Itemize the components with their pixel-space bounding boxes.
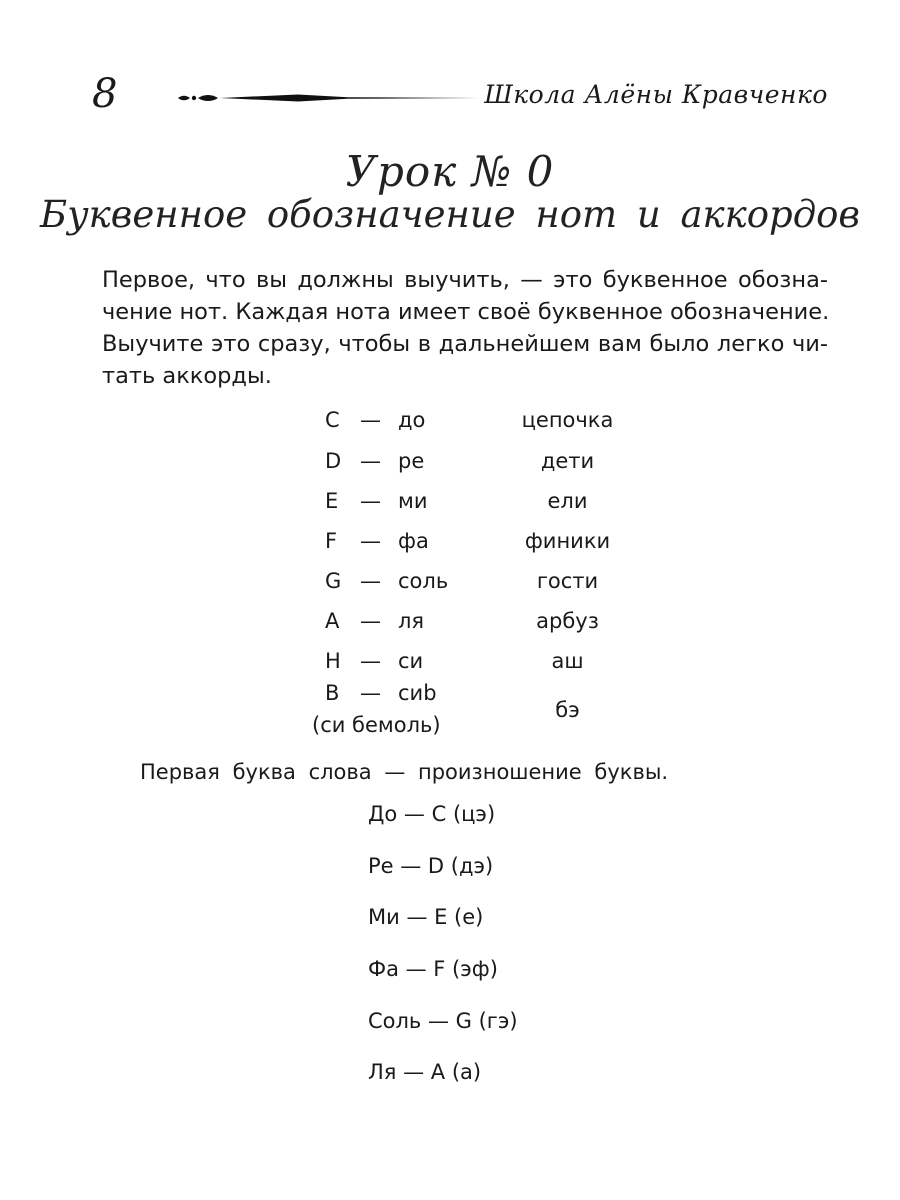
page-number: 8 [92, 71, 118, 117]
pronunciation-item: Соль — G (гэ) [368, 1009, 518, 1033]
note-name: ля [398, 609, 425, 633]
dash: — [360, 408, 381, 432]
intro-line: Первое, что вы должны выучить, — это буквенное обозна- [102, 267, 828, 293]
decorative-rule-ornament [178, 88, 480, 108]
note-letter: G [325, 569, 342, 593]
note-name: ми [398, 489, 428, 513]
note-letter: B [325, 681, 340, 705]
notes-row [0, 681, 900, 743]
running-title: Школа Алёны Кравченко [484, 80, 828, 109]
note-mnemonic: арбуз [536, 609, 599, 633]
dash: — [360, 449, 381, 473]
dash: — [360, 649, 381, 673]
note-letter: H [325, 649, 341, 673]
note-mnemonic: бэ [555, 698, 580, 722]
note-mnemonic: финики [524, 529, 611, 553]
lesson-title: Урок № 0 [345, 147, 555, 196]
pronunciation-item: Ре — D (дэ) [368, 854, 494, 878]
pronunciation-item: Фа — F (эф) [368, 957, 498, 981]
section-caption: Первая буква слова — произношение буквы. [140, 760, 669, 784]
lesson-subtitle: Буквенное обозначение нот и аккордов [40, 193, 860, 236]
dash: — [360, 609, 381, 633]
note-letter: A [325, 609, 340, 633]
notes-row [0, 529, 900, 569]
note-letter: D [325, 449, 342, 473]
notes-row [0, 609, 900, 649]
notes-row [0, 489, 900, 529]
intro-paragraph [102, 264, 828, 392]
pronunciation-item: Ля — A (а) [368, 1060, 482, 1084]
notes-row [0, 569, 900, 609]
dash: — [360, 529, 381, 553]
note-mnemonic: дети [540, 449, 595, 473]
intro-line: чение нот. Каждая нота имеет своё буквенное обозначение. [102, 299, 830, 325]
note-mnemonic: гости [536, 569, 599, 593]
dash: — [360, 569, 381, 593]
note-letter: E [325, 489, 339, 513]
pronunciation-item: До — C (цэ) [368, 802, 496, 826]
note-name: сиb [398, 681, 437, 705]
notes-row [0, 408, 900, 448]
note-name: до [398, 408, 426, 432]
note-letter: F [325, 529, 338, 553]
note-letter: C [325, 408, 340, 432]
notes-row [0, 449, 900, 489]
note-name: соль [398, 569, 449, 593]
intro-line: тать аккорды. [102, 363, 272, 389]
pronunciation-item: Ми — E (е) [368, 905, 484, 929]
note-name-detail: (си бемоль) [312, 713, 441, 737]
note-mnemonic: аш [551, 649, 584, 673]
note-name: ре [398, 449, 425, 473]
note-name: фа [398, 529, 429, 553]
note-mnemonic: ели [547, 489, 588, 513]
note-name: си [398, 649, 424, 673]
note-mnemonic: цепочка [521, 408, 614, 432]
dash: — [360, 489, 381, 513]
dash: — [360, 681, 381, 705]
intro-line: Выучите это сразу, чтобы в дальнейшем вам было легко чи- [102, 331, 828, 357]
